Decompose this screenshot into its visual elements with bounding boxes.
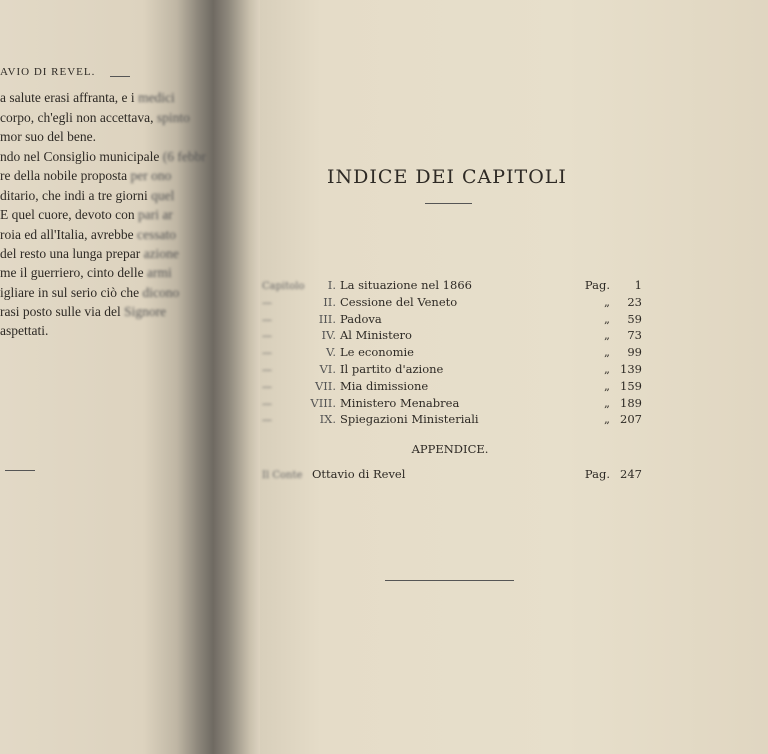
toc-row (262, 294, 642, 310)
page-prefix: „ (604, 412, 610, 427)
chapter-label: — (262, 331, 272, 343)
line-text-blurred: azione (143, 246, 179, 261)
chapter-label: — (262, 415, 272, 427)
chapter-label: Capitolo (262, 281, 305, 292)
page-prefix: „ (604, 311, 610, 326)
title-rule (425, 203, 472, 204)
page-number: 1 (634, 278, 642, 292)
toc-row (262, 395, 642, 411)
chapter-label: — (262, 398, 272, 410)
text-line (0, 323, 48, 339)
appendix-heading: APPENDICE. (411, 442, 489, 456)
line-text-blurred: per ono (130, 168, 172, 183)
text-line (0, 110, 190, 126)
line-text: igliare in sul serio ciò che (0, 285, 140, 300)
page-number: 139 (620, 362, 642, 376)
line-text: E quel cuore, devoto con (0, 207, 135, 222)
page-title: INDICE DEI CAPITOLI (327, 166, 567, 188)
page-prefix: „ (604, 345, 610, 360)
page-number: 73 (627, 328, 642, 343)
line-text: roia ed all'Italia, avrebbe (0, 227, 134, 242)
page-number: 23 (627, 294, 642, 309)
line-text-blurred: pari ar (137, 207, 173, 222)
page-number: 59 (627, 311, 642, 326)
chapter-title: Padova (340, 311, 382, 326)
page-number: 99 (627, 345, 642, 360)
chapter-label: — (262, 365, 272, 376)
chapter-title: Spiegazioni Ministeriali (340, 412, 479, 427)
toc-row (262, 277, 642, 293)
line-text: ndo nel Consiglio municipale (0, 149, 160, 164)
text-line (0, 285, 179, 301)
chapter-number: II. (323, 294, 336, 309)
chapter-title: Le economie (340, 345, 414, 360)
chapter-number: VIII. (310, 395, 336, 410)
text-line (0, 227, 176, 243)
toc-row (262, 411, 642, 427)
text-line (0, 90, 175, 106)
left-page (0, 0, 260, 754)
chapter-label: — (262, 381, 272, 393)
chapter-number: III. (318, 311, 336, 326)
toc-row (262, 378, 642, 394)
chapter-number: V. (326, 345, 336, 360)
line-text-blurred: medici (138, 90, 175, 105)
end-rule (385, 580, 514, 581)
line-text-blurred: armi (146, 265, 172, 280)
text-line (0, 265, 172, 281)
chapter-number: VI. (319, 362, 336, 376)
line-text: me il guerriero, cinto delle (0, 265, 144, 280)
page-number: 189 (620, 395, 642, 410)
line-text: corpo, ch'egli non accettava, (0, 110, 154, 125)
line-text: mor suo del bene. (0, 129, 96, 144)
chapter-number: VII. (314, 378, 336, 393)
appendix-label: Il Conte (262, 470, 303, 481)
line-text-blurred: Signore (124, 304, 167, 319)
chapter-title: Mia dimissione (340, 378, 429, 393)
text-line (0, 246, 179, 262)
text-line (0, 149, 206, 165)
chapter-title: Al Ministero (340, 328, 412, 343)
line-text: re della nobile proposta (0, 168, 128, 183)
chapter-label: — (262, 297, 272, 309)
page-prefix: „ (604, 362, 610, 376)
text-line (0, 129, 96, 145)
toc-row (262, 311, 642, 327)
line-text-blurred: quel (151, 188, 175, 203)
chapter-number: I. (327, 278, 336, 292)
appendix-title: Ottavio di Revel (312, 467, 406, 481)
text-line (0, 207, 173, 223)
text-line (0, 304, 166, 320)
page-prefix: „ (604, 328, 610, 343)
chapter-number: IV. (321, 328, 336, 343)
line-text-blurred: dicono (142, 285, 180, 300)
appendix-row (262, 466, 642, 482)
section-rule (5, 470, 35, 471)
chapter-title: Il partito d'azione (340, 362, 444, 376)
line-text: a salute erasi affranta, e i (0, 90, 135, 105)
toc-row (262, 327, 642, 343)
line-text: aspettati. (0, 323, 49, 338)
line-text-blurred: (6 febbr (162, 149, 206, 164)
chapter-title: Cessione del Veneto (340, 294, 458, 309)
page-prefix: Pag. (584, 467, 610, 481)
text-line (0, 188, 174, 204)
text-line (0, 168, 171, 184)
toc-row (262, 361, 642, 377)
line-text-blurred: cessato (136, 227, 176, 242)
chapter-title: Ministero Menabrea (340, 395, 460, 410)
line-text: ditario, che indi a tre giorni (0, 188, 148, 203)
line-text-blurred: spinto (156, 110, 190, 125)
chapter-number: IX. (319, 412, 336, 427)
line-text: del resto una lunga prepar (0, 246, 141, 261)
page-prefix: „ (604, 294, 610, 309)
header-rule (110, 76, 130, 77)
page-number: 159 (620, 378, 642, 393)
page-number: 247 (620, 467, 642, 481)
line-text: rasi posto sulle via del (0, 304, 121, 319)
running-header: AVIO DI REVEL. (0, 66, 96, 78)
page-prefix: „ (604, 378, 610, 393)
chapter-label: — (262, 348, 272, 360)
page-prefix: „ (604, 395, 610, 410)
chapter-label: — (262, 314, 272, 326)
page-prefix: Pag. (584, 278, 610, 292)
chapter-title: La situazione nel 1866 (340, 278, 472, 292)
toc-row (262, 344, 642, 360)
page-number: 207 (620, 412, 642, 427)
